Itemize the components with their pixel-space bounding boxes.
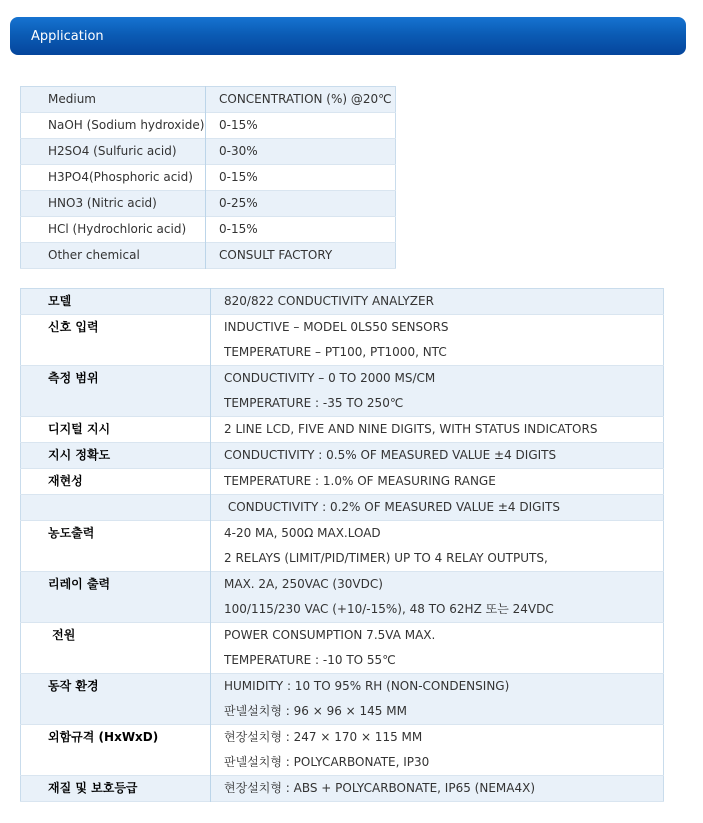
concentration-cell	[206, 113, 396, 139]
application-table-row	[21, 217, 396, 243]
spec-table-row	[21, 623, 664, 674]
spec-label-cell	[21, 417, 211, 443]
spec-label: 외함규격 (HxWxD)	[48, 730, 159, 744]
concentration-value: CONCENTRATION (%) @20℃	[219, 92, 392, 106]
spec-value-line: POWER CONSUMPTION 7.5VA MAX.	[224, 628, 436, 642]
spec-value-line: MAX. 2A, 250VAC (30VDC)	[224, 577, 383, 591]
spec-value-cell	[211, 725, 664, 776]
spec-value-cell	[211, 469, 664, 495]
spec-label: 전원	[48, 628, 76, 642]
spec-value-line: CONDUCTIVITY – 0 TO 2000 MS/CM	[224, 371, 436, 385]
spec-label: 디지털 지시	[48, 422, 111, 436]
spec-label-cell	[21, 521, 211, 572]
medium-cell	[21, 113, 206, 139]
concentration-cell	[206, 217, 396, 243]
spec-value-line: TEMPERATURE – PT100, PT1000, NTC	[224, 345, 447, 359]
spec-value-line: 2 RELAYS (LIMIT/PID/TIMER) UP TO 4 RELAY OUTPUTS,	[224, 551, 548, 565]
spec-label-cell	[21, 776, 211, 802]
spec-value-line: 판넬설치형 : 96 × 96 × 145 MM	[224, 704, 407, 718]
spec-value-cell	[211, 289, 664, 315]
spec-value-cell	[211, 443, 664, 469]
concentration-value: 0-30%	[219, 144, 258, 158]
spec-value-line: 100/115/230 VAC (+10/-15%), 48 TO 62HZ 또는 24VDC	[224, 602, 554, 616]
spec-table-row	[21, 674, 664, 725]
spec-table-row	[21, 315, 664, 366]
spec-value-cell	[211, 366, 664, 417]
spec-value-line: 현장설치형 : ABS + POLYCARBONATE, IP65 (NEMA4X)	[224, 781, 535, 795]
application-table-row	[21, 139, 396, 165]
application-table-row	[21, 87, 396, 113]
spec-table-row	[21, 725, 664, 776]
application-header-label: Application	[31, 28, 104, 44]
spec-table-row	[21, 776, 664, 802]
medium-cell	[21, 217, 206, 243]
spec-label: 농도출력	[48, 526, 95, 540]
spec-value-line: 판넬설치형 : POLYCARBONATE, IP30	[224, 755, 430, 769]
spec-table-row	[21, 469, 664, 495]
spec-label-cell	[21, 495, 211, 521]
application-header-bar	[10, 17, 686, 55]
spec-value-line: 4-20 MA, 500Ω MAX.LOAD	[224, 526, 381, 540]
spec-label: 동작 환경	[48, 679, 99, 693]
spec-value-cell	[211, 623, 664, 674]
spec-value-cell	[211, 776, 664, 802]
spec-label-cell	[21, 315, 211, 366]
medium-cell	[21, 87, 206, 113]
spec-value-line: CONDUCTIVITY : 0.5% OF MEASURED VALUE ±4 DIGITS	[224, 448, 557, 462]
concentration-value: 0-15%	[219, 118, 258, 132]
spec-value-line: 현장설치형 : 247 × 170 × 115 MM	[224, 730, 423, 744]
concentration-cell	[206, 139, 396, 165]
spec-value-cell	[211, 674, 664, 725]
spec-label-cell	[21, 366, 211, 417]
medium-label: Medium	[48, 92, 96, 106]
application-table-row	[21, 113, 396, 139]
spec-label: 재질 및 보호등급	[48, 781, 138, 795]
medium-label: Other chemical	[48, 248, 140, 262]
medium-label: H3PO4(Phosphoric acid)	[48, 170, 193, 184]
spec-table-row	[21, 495, 664, 521]
medium-cell	[21, 243, 206, 269]
spec-label-cell	[21, 674, 211, 725]
medium-label: HNO3 (Nitric acid)	[48, 196, 157, 210]
spec-table-row	[21, 417, 664, 443]
spec-value-line: CONDUCTIVITY : 0.2% OF MEASURED VALUE ±4 DIGITS	[224, 500, 560, 514]
spec-label-cell	[21, 443, 211, 469]
concentration-value: 0-25%	[219, 196, 258, 210]
spec-value-cell	[211, 495, 664, 521]
application-table-row	[21, 191, 396, 217]
medium-label: H2SO4 (Sulfuric acid)	[48, 144, 177, 158]
spec-value-line: HUMIDITY : 10 TO 95% RH (NON-CONDENSING)	[224, 679, 510, 693]
spec-table-row	[21, 443, 664, 469]
spec-value-line: TEMPERATURE : -10 TO 55℃	[224, 653, 396, 667]
medium-label: NaOH (Sodium hydroxide)	[48, 118, 205, 132]
spec-label: 모델	[48, 294, 72, 308]
spec-value-cell	[211, 417, 664, 443]
concentration-cell	[206, 191, 396, 217]
spec-label: 리레이 출력	[48, 577, 111, 591]
spec-value-cell	[211, 572, 664, 623]
concentration-value: 0-15%	[219, 222, 258, 236]
concentration-value: CONSULT FACTORY	[219, 248, 333, 262]
spec-value-line: INDUCTIVE – MODEL 0LS50 SENSORS	[224, 320, 449, 334]
spec-table-row	[21, 521, 664, 572]
spec-label-cell	[21, 289, 211, 315]
medium-cell	[21, 139, 206, 165]
concentration-cell	[206, 165, 396, 191]
spec-label-cell	[21, 572, 211, 623]
spec-label: 신호 입력	[48, 320, 99, 334]
concentration-value: 0-15%	[219, 170, 258, 184]
spec-table-row	[21, 289, 664, 315]
spec-value-line: TEMPERATURE : 1.0% OF MEASURING RANGE	[224, 474, 496, 488]
spec-label-cell	[21, 725, 211, 776]
spec-label-cell	[21, 623, 211, 674]
spec-label: 재현성	[48, 474, 83, 488]
spec-label: 지시 정확도	[48, 448, 111, 462]
spec-value-cell	[211, 315, 664, 366]
spec-value-line: 2 LINE LCD, FIVE AND NINE DIGITS, WITH STATUS INDICATORS	[224, 422, 598, 436]
spec-value-line: TEMPERATURE : -35 TO 250℃	[224, 396, 404, 410]
concentration-cell	[206, 243, 396, 269]
spec-value-line: 820/822 CONDUCTIVITY ANALYZER	[224, 294, 434, 308]
medium-cell	[21, 165, 206, 191]
spec-table-row	[21, 572, 664, 623]
spec-label: 측정 범위	[48, 371, 99, 385]
spec-table	[20, 288, 664, 802]
concentration-cell	[206, 87, 396, 113]
spec-table-row	[21, 366, 664, 417]
spec-value-cell	[211, 521, 664, 572]
application-table-row	[21, 243, 396, 269]
spec-label-cell	[21, 469, 211, 495]
medium-label: HCl (Hydrochloric acid)	[48, 222, 187, 236]
spec-label	[48, 495, 210, 520]
application-table-row	[21, 165, 396, 191]
medium-cell	[21, 191, 206, 217]
application-table	[20, 86, 396, 269]
